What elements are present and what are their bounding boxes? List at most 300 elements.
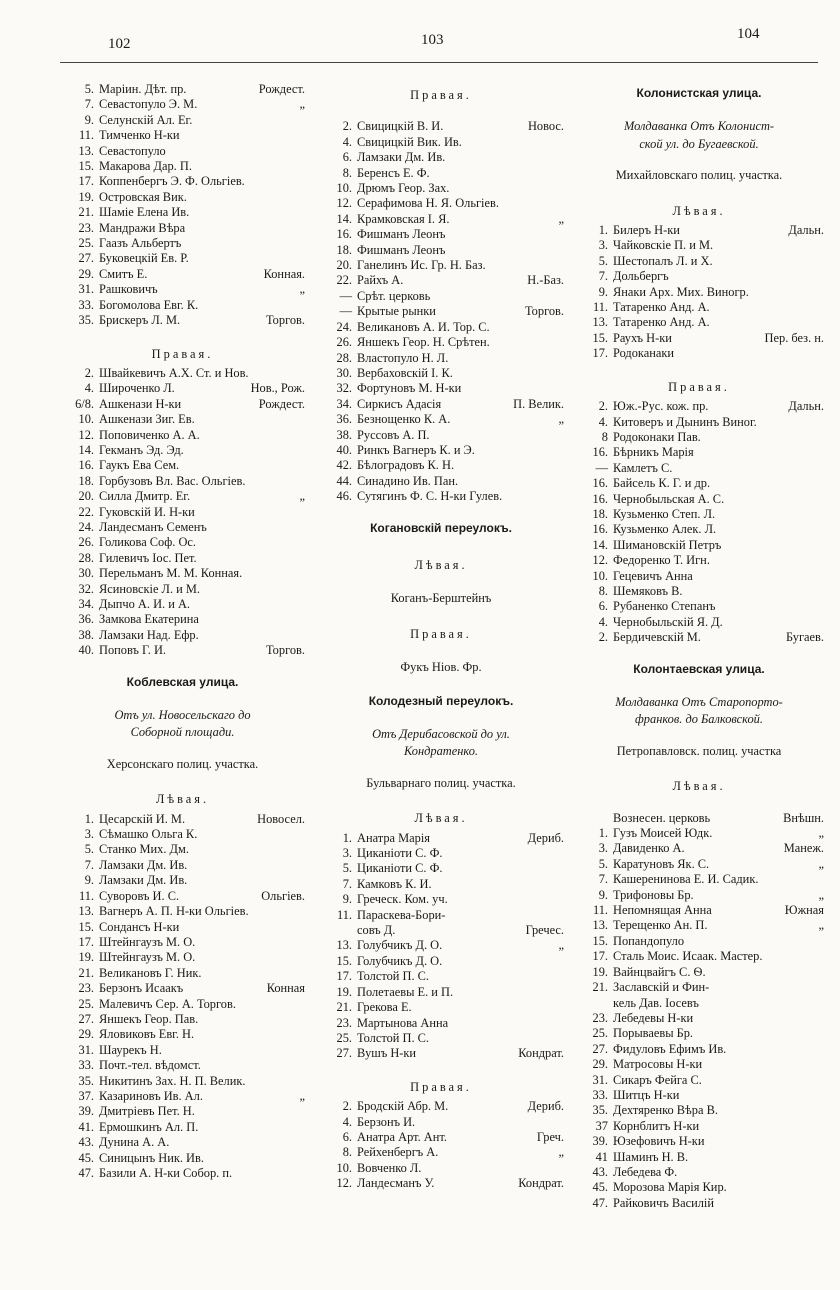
cross-street bbox=[820, 445, 824, 460]
directory-column-left bbox=[60, 82, 305, 1181]
directory-entry bbox=[60, 1027, 305, 1042]
directory-entry bbox=[574, 1180, 824, 1195]
owner-name: Давиденко А. bbox=[613, 841, 685, 856]
directory-entry bbox=[574, 569, 824, 584]
side-heading: Правая. bbox=[410, 1079, 472, 1094]
house-number: 10. bbox=[336, 1160, 352, 1175]
house-number: 9. bbox=[598, 284, 608, 299]
house-number: 36. bbox=[336, 412, 352, 427]
directory-entry bbox=[574, 996, 824, 1011]
owner-name: Бродскій Абр. М. bbox=[357, 1099, 449, 1114]
cross-street bbox=[820, 934, 824, 949]
owner-name: Гуковскій И. Н-ки bbox=[99, 504, 195, 519]
owner-name: Серафимова Н. Я. Ольгіев. bbox=[357, 196, 499, 211]
owner-name: Ламзаки Дм. Ив. bbox=[99, 857, 188, 872]
directory-entry bbox=[574, 346, 824, 361]
owner-name: Сутягинъ Ф. С. Н-ки Гулев. bbox=[357, 489, 503, 504]
directory-entry bbox=[574, 269, 824, 284]
cross-street bbox=[820, 1150, 824, 1165]
directory-entry bbox=[60, 966, 305, 981]
house-number: 33. bbox=[78, 297, 94, 312]
cross-street: „ bbox=[299, 1088, 305, 1103]
cross-street: Ольгіев. bbox=[261, 888, 305, 903]
directory-entry bbox=[318, 1000, 564, 1015]
cross-street: Конная. bbox=[263, 266, 305, 281]
house-number: 26. bbox=[78, 535, 94, 550]
house-number: 39. bbox=[592, 1134, 608, 1149]
house-number: 9. bbox=[598, 887, 608, 902]
directory-entry bbox=[60, 950, 305, 965]
owner-name: Кузьменко Алек. Л. bbox=[613, 522, 717, 537]
owner-name: Ясиновскіе Л. и М. bbox=[99, 581, 201, 596]
cross-street bbox=[820, 1134, 824, 1149]
directory-entry bbox=[318, 908, 564, 923]
owner-name: Силла Дмитр. Ег. bbox=[99, 489, 191, 504]
house-number: 7. bbox=[598, 872, 608, 887]
street-extent: Молдаванка Отъ Колонист- bbox=[623, 119, 775, 134]
directory-entry bbox=[318, 1145, 564, 1160]
directory-entry bbox=[574, 1088, 824, 1103]
house-number: 2. bbox=[342, 119, 352, 134]
house-number: 3. bbox=[598, 841, 608, 856]
spacer bbox=[318, 1062, 564, 1074]
cross-street: Греч. bbox=[536, 1129, 564, 1144]
house-number: 9. bbox=[84, 112, 94, 127]
house-number: 33. bbox=[592, 1087, 608, 1102]
cross-street bbox=[560, 458, 564, 473]
owner-name: Корнблитъ Н-ки bbox=[613, 1118, 700, 1133]
owner-name: Великановъ А. И. Тор. С. bbox=[357, 319, 490, 334]
house-number: 5. bbox=[342, 861, 352, 876]
directory-entry bbox=[318, 227, 564, 242]
house-number: 13. bbox=[592, 315, 608, 330]
cross-street bbox=[301, 628, 305, 643]
street-heading: Коблевская улица. bbox=[126, 674, 239, 689]
side-heading: Лѣвая. bbox=[155, 792, 210, 807]
cross-street bbox=[560, 351, 564, 366]
house-number: 4. bbox=[598, 614, 608, 629]
owner-name: Шемяковъ В. bbox=[613, 583, 683, 598]
owner-name: Юзефовичъ Н-ки bbox=[613, 1134, 705, 1149]
house-number: 34. bbox=[78, 597, 94, 611]
cross-street bbox=[820, 872, 824, 887]
owner-name: Камковъ К. И. bbox=[357, 876, 432, 891]
cross-street bbox=[820, 461, 824, 476]
owner-name: Морозова Марія Кир. bbox=[613, 1180, 727, 1195]
directory-entry bbox=[574, 238, 824, 253]
owner-name: Камлетъ С. bbox=[613, 460, 673, 475]
owner-name: Фортуновъ М. Н-ки bbox=[357, 381, 462, 396]
owner-name: Цесарскій И. М. bbox=[99, 811, 186, 826]
cross-street bbox=[560, 166, 564, 181]
directory-entry bbox=[60, 144, 305, 159]
house-number: 3. bbox=[598, 238, 608, 253]
owner-name: Поповиченко А. А. bbox=[99, 427, 200, 442]
cross-street bbox=[301, 113, 305, 128]
owner-name: Шестопалъ Л. и Х. bbox=[613, 253, 713, 268]
house-number: — bbox=[595, 460, 608, 475]
owner-name: Татаренко Анд. А. bbox=[613, 300, 710, 315]
directory-entry bbox=[60, 842, 305, 857]
owner-name: Матросовы Н-ки bbox=[613, 1057, 703, 1072]
owner-name: Свицицкій В. И. bbox=[357, 119, 444, 134]
owner-name: Бердичевскій М. bbox=[613, 630, 701, 645]
cross-street bbox=[301, 1166, 305, 1181]
house-number: 39. bbox=[78, 1104, 94, 1119]
directory-entry bbox=[60, 597, 305, 612]
cross-street bbox=[820, 1119, 824, 1134]
owner-name: Сталь Моис. Исаак. Мастер. bbox=[613, 949, 763, 964]
cross-street: „ bbox=[299, 97, 305, 112]
cross-street bbox=[820, 254, 824, 269]
cross-street bbox=[301, 827, 305, 842]
directory-entry bbox=[60, 1104, 305, 1119]
owner-name: Гецевичъ Анна bbox=[613, 568, 693, 583]
owner-name: Ландесманъ Семенъ bbox=[99, 519, 207, 534]
directory-entry bbox=[574, 811, 824, 826]
cross-street bbox=[301, 443, 305, 458]
cross-street: „ bbox=[818, 856, 824, 871]
house-number: 32. bbox=[78, 581, 94, 596]
owner-name: Рашковичъ bbox=[99, 282, 158, 297]
directory-entry bbox=[574, 949, 824, 964]
cross-street bbox=[820, 553, 824, 568]
house-number: 11. bbox=[336, 907, 352, 922]
cross-street: „ bbox=[818, 826, 824, 841]
owner-name: Великановъ Г. Ник. bbox=[99, 965, 202, 980]
owner-name: Билеръ Н-ки bbox=[613, 223, 680, 238]
house-number bbox=[574, 811, 613, 826]
side-heading: Лѣвая. bbox=[672, 779, 726, 794]
house-number: 31. bbox=[592, 1072, 608, 1087]
directory-entry bbox=[318, 335, 564, 350]
owner-name: Мандражи Вѣра bbox=[99, 220, 186, 235]
cross-street: П. Велик. bbox=[513, 396, 564, 411]
street-extent: Соборной площади. bbox=[130, 725, 235, 740]
owner-name: Вознесен. церковь bbox=[613, 810, 711, 825]
directory-entry bbox=[574, 841, 824, 856]
house-number: 29. bbox=[592, 1057, 608, 1072]
owner-name: Штейнгаузъ М. О. bbox=[99, 934, 196, 949]
owner-name: Кузьменко Степ. Л. bbox=[613, 506, 716, 521]
house-number: 15. bbox=[592, 933, 608, 948]
spacer bbox=[60, 694, 305, 706]
house-number: — bbox=[339, 288, 352, 303]
house-number: 34. bbox=[336, 396, 352, 411]
owner-name: Синадино Ив. Пан. bbox=[357, 473, 459, 488]
street-heading: Колодезный переулокъ. bbox=[368, 693, 514, 708]
house-number: 5. bbox=[84, 82, 94, 96]
house-number: 15. bbox=[78, 159, 94, 174]
house-number: 16. bbox=[592, 491, 608, 506]
spacer bbox=[318, 713, 564, 725]
directory-entry bbox=[574, 599, 824, 614]
directory-entry bbox=[60, 827, 305, 842]
cross-street: Рождест. bbox=[258, 396, 305, 411]
owner-name: Шаурекъ Н. bbox=[99, 1042, 162, 1057]
owner-name: Берзонъ Исаакъ bbox=[99, 981, 184, 996]
owner-name: Макарова Дар. П. bbox=[99, 159, 192, 174]
directory-entry bbox=[318, 181, 564, 196]
house-number: 23. bbox=[336, 1015, 352, 1030]
cross-street bbox=[301, 190, 305, 205]
directory-entry bbox=[318, 1115, 564, 1130]
owner-name: Лебедева Ф. bbox=[613, 1164, 678, 1179]
cross-street bbox=[301, 1135, 305, 1150]
owner-name: Лебедевы Н-ки bbox=[613, 1010, 694, 1025]
house-number: 23. bbox=[78, 981, 94, 996]
house-number: 25. bbox=[78, 236, 94, 251]
page-number-right: 104 bbox=[737, 26, 760, 42]
directory-entry bbox=[60, 443, 305, 458]
house-number: 8. bbox=[598, 583, 608, 598]
directory-entry bbox=[60, 128, 305, 143]
cross-street bbox=[301, 1104, 305, 1119]
directory-entry bbox=[574, 934, 824, 949]
cross-street bbox=[301, 935, 305, 950]
directory-column-middle bbox=[318, 82, 564, 1192]
cross-street bbox=[560, 196, 564, 211]
house-number: 29. bbox=[78, 1027, 94, 1042]
house-number: 47. bbox=[78, 1166, 94, 1180]
directory-entry bbox=[60, 858, 305, 873]
spacer bbox=[318, 107, 564, 119]
house-number: 17. bbox=[78, 174, 94, 189]
cross-street: „ bbox=[558, 211, 564, 226]
house-number: 16. bbox=[592, 476, 608, 491]
directory-entry bbox=[318, 877, 564, 892]
house-number: 10. bbox=[336, 181, 352, 196]
cross-street bbox=[301, 582, 305, 597]
cross-street: Кондрат. bbox=[518, 1046, 564, 1061]
house-number: 3. bbox=[84, 827, 94, 842]
directory-entry bbox=[318, 861, 564, 876]
house-number: 3. bbox=[342, 846, 352, 861]
cross-street bbox=[820, 965, 824, 980]
owner-name: Рейхенбергъ А. bbox=[357, 1145, 439, 1160]
house-number: 14. bbox=[592, 537, 608, 552]
cross-street: Кондрат. bbox=[518, 1176, 564, 1191]
house-number: 9. bbox=[84, 873, 94, 888]
cross-street bbox=[301, 236, 305, 251]
directory-entry bbox=[574, 430, 824, 445]
owner-name: Родоконаки Пав. bbox=[613, 429, 701, 444]
owner-name: Вагнеръ А. П. Н-ки Ольгіев. bbox=[99, 904, 249, 919]
owner-name: Циканіоти С. Ф. bbox=[357, 846, 443, 861]
section-note: Коганъ-Берштейнъ bbox=[390, 591, 492, 606]
street-heading: Колонистская улица. bbox=[636, 86, 762, 100]
house-number: 15. bbox=[336, 953, 352, 968]
cross-street bbox=[560, 877, 564, 892]
cross-street bbox=[301, 1043, 305, 1058]
cross-street: Бугаев. bbox=[785, 630, 824, 645]
house-number: 38. bbox=[78, 627, 94, 642]
house-number: 17. bbox=[592, 949, 608, 964]
house-number: 5. bbox=[84, 842, 94, 857]
owner-name: Ашкенази Н-ки bbox=[99, 396, 182, 411]
directory-entry bbox=[60, 489, 305, 504]
directory-entry bbox=[574, 980, 824, 995]
house-number bbox=[574, 996, 613, 1011]
owner-name: Широченко Л. bbox=[99, 381, 175, 396]
cross-street: Внѣшн. bbox=[783, 810, 824, 825]
spacer bbox=[318, 505, 564, 517]
owner-name: Бѣлоградовъ К. Н. bbox=[357, 458, 455, 473]
house-number: 21. bbox=[78, 965, 94, 980]
house-number: 2. bbox=[342, 1099, 352, 1114]
cross-street bbox=[820, 300, 824, 315]
house-number: 22. bbox=[336, 273, 352, 288]
spacer bbox=[60, 743, 305, 755]
house-number: 20. bbox=[78, 489, 94, 504]
street-extent: Молдаванка Отъ Старопорто- bbox=[615, 695, 783, 709]
side-heading: Правая. bbox=[668, 379, 730, 394]
side-heading: Правая. bbox=[410, 88, 472, 102]
cross-street bbox=[560, 320, 564, 335]
directory-entry bbox=[60, 113, 305, 128]
owner-name: Мартынова Анна bbox=[357, 1015, 449, 1030]
directory-entry bbox=[574, 888, 824, 903]
cross-street bbox=[820, 522, 824, 537]
directory-entry bbox=[574, 1011, 824, 1026]
owner-name: Татаренко Анд. А. bbox=[613, 315, 710, 330]
cross-street bbox=[820, 980, 824, 995]
cross-street bbox=[560, 243, 564, 258]
cross-street bbox=[301, 205, 305, 220]
house-number: 17. bbox=[592, 346, 608, 361]
directory-entry bbox=[574, 331, 824, 346]
owner-name: Кашеренинова Е. И. Садик. bbox=[613, 872, 759, 887]
cross-street bbox=[820, 996, 824, 1011]
house-number: 11. bbox=[592, 300, 608, 315]
directory-entry bbox=[574, 522, 824, 537]
house-number: 16. bbox=[78, 458, 94, 473]
house-number: 27. bbox=[336, 1046, 352, 1061]
cross-street bbox=[820, 1042, 824, 1057]
directory-entry bbox=[574, 1196, 824, 1211]
directory-entry bbox=[60, 612, 305, 627]
owner-name: Анатра Марія bbox=[357, 830, 430, 845]
cross-street bbox=[301, 997, 305, 1012]
cross-street: Манеж. bbox=[783, 841, 824, 856]
house-number: 28. bbox=[336, 350, 352, 365]
owner-name: Трифоновы Бр. bbox=[613, 887, 694, 902]
directory-entry bbox=[318, 196, 564, 211]
house-number: 20. bbox=[336, 258, 352, 273]
side-heading: Правая. bbox=[151, 346, 214, 361]
directory-entry bbox=[60, 474, 305, 489]
owner-name: Параскева-Бори- bbox=[357, 907, 446, 922]
house-number: 1. bbox=[598, 223, 608, 238]
cross-street bbox=[301, 159, 305, 174]
directory-entry bbox=[60, 1166, 305, 1181]
house-number: 4. bbox=[342, 1114, 352, 1129]
house-number: 31. bbox=[78, 282, 94, 297]
directory-entry bbox=[318, 443, 564, 458]
cross-street: Торгов. bbox=[266, 643, 305, 658]
directory-entry bbox=[60, 505, 305, 520]
owner-name: Швайкевичъ А.Х. Ст. и Нов. bbox=[99, 365, 249, 380]
directory-entry bbox=[60, 1058, 305, 1073]
cross-street: Дериб. bbox=[527, 830, 564, 845]
cross-street bbox=[560, 428, 564, 443]
owner-name: Берзонъ И. bbox=[357, 1114, 416, 1129]
directory-entry bbox=[60, 812, 305, 827]
cross-street bbox=[820, 476, 824, 491]
owner-name: Федоренко Т. Игн. bbox=[613, 553, 710, 568]
owner-name: Богомолова Евг. К. bbox=[99, 297, 199, 312]
house-number: 12. bbox=[592, 553, 608, 568]
spacer bbox=[574, 761, 824, 773]
cross-street: „ bbox=[558, 1145, 564, 1160]
house-number: 21. bbox=[592, 980, 608, 995]
house-number: 29. bbox=[78, 266, 94, 281]
owner-name: Гекманъ Эд. Эд. bbox=[99, 442, 184, 457]
owner-name: Голубчикъ Д. О. bbox=[357, 938, 443, 953]
spacer bbox=[318, 609, 564, 621]
directory-entry bbox=[574, 1026, 824, 1041]
street-heading: Колонтаевская улица. bbox=[633, 661, 765, 676]
owner-name: Фишманъ Леонъ bbox=[357, 227, 446, 242]
cross-street bbox=[560, 1000, 564, 1015]
cross-street bbox=[301, 474, 305, 489]
house-number: 4. bbox=[342, 134, 352, 149]
owner-name: Ашкенази Зиг. Ев. bbox=[99, 412, 195, 427]
directory-entry bbox=[60, 1012, 305, 1027]
directory-entry bbox=[574, 1150, 824, 1165]
directory-entry bbox=[60, 174, 305, 189]
owner-name: Буковецкій Ев. Р. bbox=[99, 251, 189, 266]
house-number: 21. bbox=[78, 205, 94, 220]
cross-street: „ bbox=[558, 412, 564, 427]
owner-name: Никитинъ Зах. Н. П. Велик. bbox=[99, 1073, 246, 1088]
house-number: 33. bbox=[78, 1058, 94, 1073]
directory-entry bbox=[318, 1016, 564, 1031]
cross-street bbox=[301, 505, 305, 520]
directory-entry bbox=[318, 846, 564, 861]
house-number: 12. bbox=[78, 427, 94, 442]
directory-entry bbox=[318, 289, 564, 304]
owner-name: Грекова Е. bbox=[357, 1000, 412, 1015]
directory-entry bbox=[318, 1176, 564, 1191]
directory-entry bbox=[574, 918, 824, 933]
directory-entry bbox=[318, 1099, 564, 1114]
directory-entry bbox=[318, 166, 564, 181]
directory-entry bbox=[574, 285, 824, 300]
house-number: 15. bbox=[592, 330, 608, 345]
directory-entry bbox=[60, 205, 305, 220]
directory-entry bbox=[574, 553, 824, 568]
cross-street bbox=[560, 258, 564, 273]
house-number: 23. bbox=[78, 220, 94, 235]
directory-entry bbox=[574, 903, 824, 918]
owner-name: Свицицкій Вик. Ив. bbox=[357, 134, 462, 149]
owner-name: Поповъ Г. И. bbox=[99, 643, 167, 658]
house-number: 15. bbox=[78, 919, 94, 934]
cross-street bbox=[820, 584, 824, 599]
cross-street bbox=[301, 612, 305, 627]
cross-street bbox=[820, 569, 824, 584]
spacer bbox=[60, 659, 305, 671]
house-number: 28. bbox=[78, 550, 94, 565]
cross-street: Дальн. bbox=[788, 223, 824, 238]
directory-entry bbox=[574, 315, 824, 330]
owner-name: Фишманъ Леонъ bbox=[357, 242, 446, 257]
cross-street bbox=[560, 861, 564, 876]
directory-entry bbox=[318, 954, 564, 969]
cross-street bbox=[301, 597, 305, 612]
cross-street bbox=[301, 1027, 305, 1042]
